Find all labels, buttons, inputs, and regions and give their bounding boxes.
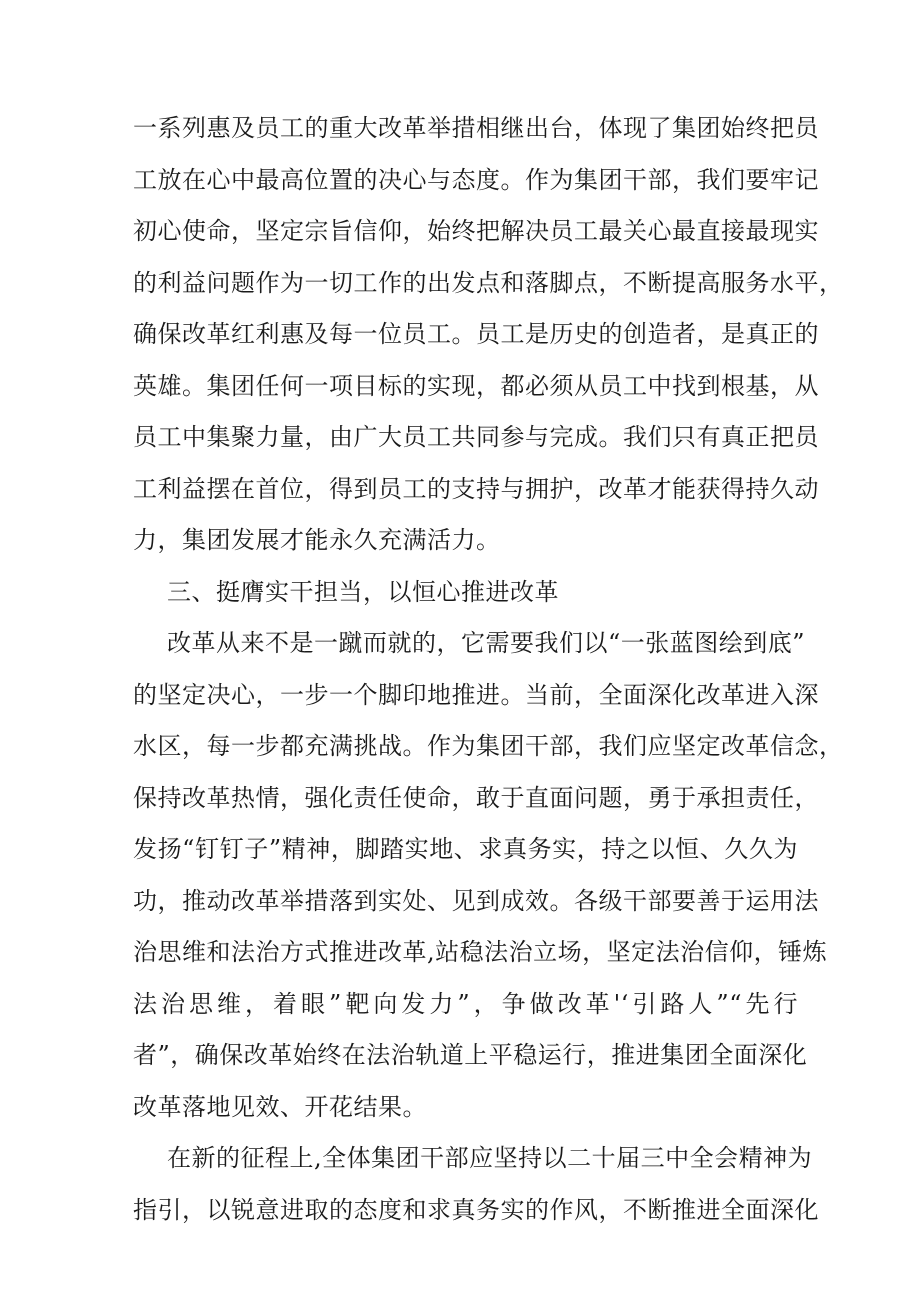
text-line: 初心使命，坚定宗旨信仰，始终把解决员工最关心最直接最现实 — [133, 217, 819, 245]
text-line: 的利益问题作为一切工作的出发点和落脚点，不断提高服务水平， — [133, 268, 844, 297]
text-line: 水区，每一步都充满挑战。作为集团干部，我们应坚定改革信念， — [133, 732, 844, 760]
text-line: 工放在心中最高位置的决心与态度。作为集团干部，我们要牢记 — [133, 165, 819, 194]
text-line: 一系列惠及员工的重大改革举措相继出台，体现了集团始终把员 — [133, 114, 819, 142]
text-line: 确保改革红利惠及每一位员工。员工是历史的创造者，是真正的 — [133, 320, 819, 348]
text-line: 治思维和法治方式推进改革,站稳法治立场，坚定法治信仰，锤炼 — [133, 938, 828, 966]
section-heading: 三、挺膺实干担当，以恒心推进改革 — [167, 577, 559, 606]
text-line: 者”，确保改革始终在法治轨道上平稳运行，推进集团全面深化 — [133, 1041, 808, 1069]
text-line: 功，推动改革举措落到实处、见到成效。各级干部要善于运用法 — [133, 886, 819, 915]
text-line: 员工中集聚力量，由广大员工共同参与完成。我们只有真正把员 — [133, 423, 819, 451]
text-line: 法治思维，着眼”靶向发力”，争做改革'‘引路人”“先行 — [133, 989, 798, 1018]
text-line: 英雄。集团任何一项目标的实现，都必须从员工中找到根基，从 — [133, 371, 819, 400]
text-line: 在新的征程上,全体集团干部应坚持以二十届三中全会精神为 — [167, 1144, 813, 1172]
text-line: 的坚定决心，一步一个脚印地推进。当前，全面深化改革进入深 — [133, 680, 819, 709]
text-line: 发扬“钉钉子”精神，脚踏实地、求真务实，持之以恒、久久为 — [133, 835, 798, 863]
text-line: 保持改革热情，强化责任使命，敢于直面问题，勇于承担责任， — [133, 783, 819, 812]
text-line: 指引，以锐意进取的态度和求真务实的作风，不断推进全面深化 — [133, 1195, 819, 1224]
text-line: 力，集团发展才能永久充满活力。 — [133, 526, 501, 554]
text-line: 工利益摆在首位，得到员工的支持与拥护，改革才能获得持久动 — [133, 474, 819, 503]
text-line: 改革落地见效、开花结果。 — [133, 1092, 427, 1121]
text-line: 改革从来不是一蹴而就的，它需要我们以“一张蓝图绘到底” — [167, 629, 806, 657]
document-text-column — [133, 103, 844, 1236]
